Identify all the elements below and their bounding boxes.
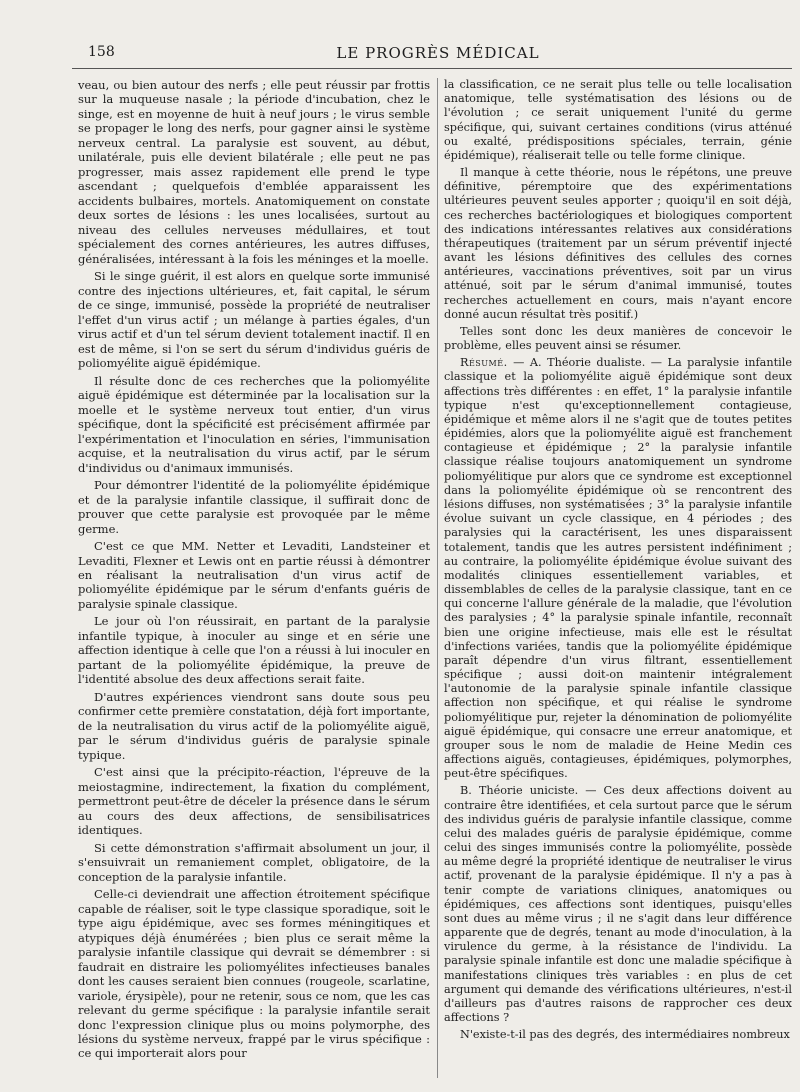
paragraph: Telles sont donc les deux manières de concevoir le problème, elles peuvent ainsi se résumer. <box>444 324 792 353</box>
column-divider <box>437 78 438 1078</box>
paragraph: Pour démontrer l'identité de la poliomyélite épidémique et de la paralysie infantile classique, il suffirait donc de prouver que cette paralysie est provoquée par le même germe. <box>78 478 430 536</box>
page-header <box>88 44 788 66</box>
summary-paragraph <box>444 356 792 781</box>
paragraph: D'autres expériences viendront sans doute sous peu confirmer cette première constatation, déjà fort importante, de la neutralisation du virus actif de la poliomyélite aiguë, par le sérum d'individus guéris de paralysie spinale typique. <box>78 689 430 762</box>
page-number: 158 <box>88 44 115 60</box>
paragraph: Le jour où l'on réussirait, en partant de la paralysie infantile typique, à inoculer au singe et en série une affection identique à celle que l'on a réussi à lui inoculer en partant de la poliomyélite épidémique, la preuve de l'identité absolue des deux affections serait faite. <box>78 614 430 687</box>
paragraph: Celle-ci deviendrait une affection étroitement spécifique capable de réaliser, soit le type classique sporadique, soit le type aigu épidémique, avec ses formes méningitiques et atypiques déjà énumérées ; bien plus ce serait même la paralysie infantile classique qui devrait se démembrer : si faudrait en distraire les poliomyélites infectieuses banales dont les causes seraient bien connues (rougeole, scarlatine, variole, érysipèle), pour ne retenir, sous ce nom, que les cas relevant du germe spécifique : la paralysie infantile serait donc l'expression clinique plus ou moins polymorphe, des lésions du système nerveux, frappé par le virus spécifique : ce qui importerait alors pour <box>78 887 430 1061</box>
paragraph: N'existe-t-il pas des degrés, des intermédiaires nombreux <box>460 1028 790 1042</box>
paragraph: Il manque à cette théorie, nous le répétons, une preuve définitive, péremptoire que des expérimentations ultérieures peuvent seules apporter ; quoiqu'il en soit déjà, ces recherches bactériologiques et biologiques comportent des indications intéressantes relatives aux considérations thérapeutiques (traitement par un sérum préventif injecté avant les lésions définitives des cellules des cornes antérieures, vaccinations préventives, soit par un virus atténué, soit par le sérum d'animal immunisé, toutes recherches actuellement en cours, mais n'ayant encore donné aucun résultat très positif.) <box>444 166 792 321</box>
paragraph: veau, ou bien autour des nerfs ; elle peut réussir par frottis sur la muqueuse nasale ; la période d'incubation, chez le singe, est en moyenne de huit à neuf jours ; le virus semble se propager le long des nerfs, pour gagner ainsi le système nerveux central. La paralysie est souvent, au début, unilatérale, puis elle devient bilatérale ; elle peut ne pas progresser, mais assez rapidement elle prend le type ascendant ; quelquefois d'emblée apparaissent les accidents bulbaires, mortels. Anatomiquement on constate deux sortes de lésions : les unes localisées, surtout au niveau des cellules nerveuses médullaires, et tout spécialement des cornes antérieures, les autres diffuses, généralisées, intéressant à la fois les méninges et la moelle. <box>78 78 430 266</box>
left-column <box>78 78 430 1064</box>
paragraph: Il résulte donc de ces recherches que la poliomyélite aiguë épidémique est déterminée par la localisation sur la moelle et le système nerveux tout entier, d'un virus spécifique, dont la spécificité est précisément affirmée par l'expérimentation et l'inoculation en séries, l'immunisation acquise, et la neutralisation du virus actif, par le sérum d'individus ou d'animaux immunisés. <box>78 373 430 475</box>
summary-label: Résumé. <box>460 356 508 370</box>
right-column <box>444 78 792 1046</box>
running-title: LE PROGRÈS MÉDICAL <box>336 44 540 62</box>
paragraph: B. Théorie uniciste. — Ces deux affections doivent au contraire être identifiées, et cela surtout parce que le sérum des individus guéris de paralysie infantile classique, comme celui des malades guéris de paralysie épidémique, comme celui des singes immunisés contre la poliomyélite, possède au même degré la propriété identique de neutraliser le virus actif, provenant de la paralysie épidémique. Il n'y a pas à tenir compte de variations cliniques, anatomiques ou épidémiques, ces affections sont identiques, puisqu'elles sont dues au même virus ; il ne s'agit dans leur différence apparente que de degrés, tenant au mode d'inoculation, à la virulence du germe, à la résistance de l'individu. La paralysie spinale infantile est donc une maladie spécifique à manifestations cliniques très variables : en plus de cet argument qui demande des vérifications ultérieures, n'est-il d'ailleurs pas d'autres raisons de rapprocher ces deux affections ? <box>444 784 792 1025</box>
summary-text: — A. Théorie dualiste. — La paralysie infantile classique et la poliomyélite aiguë épidémique sont deux affections très différentes : en effet, 1° la paralysie infantile typique n'est qu'exceptionnellement contagieuse, épidémique et même alors il ne s'agit que de toutes petites épidémies, alors que la poliomyélite aiguë est franchement contagieuse et épidémique ; 2° la paralysie infantile classique réalise toujours anatomiquement un syndrome poliomyélitique pur alors que ce syndrome est exceptionnel dans la poliomyélite épidémique où se rencontrent des lésions diffuses, non systématisées ; 3° la paralysie infantile évolue suivant un cycle classique, en 4 périodes ; des paralysies qui la caractérisent, les unes disparaissent totalement, tandis que les autres persistent indéfiniment ; au contraire, la poliomyélite épidémique évolue suivant des modalités cliniques essentiellement variables, et dissemblables de celles de la paralysie classique, tant en ce qui concerne l'allure générale de la maladie, que l'évolution des paralysies ; 4° la paralysie spinale infantile, reconnaît bien une origine infectieuse, mais elle est le résultat d'infections variées, tandis que la poliomyélite épidémique paraît dépendre d'un virus filtrant, essentiellement spécifique ; aussi doit-on maintenir intégralement l'autonomie de la paralysie spinale infantile classique affection non spécifique, et qui réalise le syndrome poliomyélitique pur, rejeter la dénomination de poliomyélite aiguë épidémique, qui consacre une erreur anatomique, et grouper sous le nom de maladie de Heine Medin ces affections aiguës, contagieuses, épidémiques, polymorphes, peut-être spécifiques. <box>444 356 792 781</box>
paragraph: C'est ce que MM. Netter et Levaditi, Landsteiner et Levaditi, Flexner et Lewis ont en partie réussi à démontrer en réalisant la neutralisation d'un virus actif de poliomyélite épidémique par le sérum d'enfants guéris de paralysie spinale classique. <box>78 539 430 611</box>
paragraph: Si le singe guérit, il est alors en quelque sorte immunisé contre des injections ultérieures, et, fait capital, le sérum de ce singe, immunisé, possède la propriété de neutraliser l'effet d'un virus actif ; un mélange à parties égales, d'un virus actif et d'un tel sérum devient totalement inactif. Il en est de même, si l'on se sert du sérum d'individus guéris de poliomyélite aiguë épidémique. <box>78 269 430 371</box>
header-rule <box>72 68 792 69</box>
paragraph: Si cette démonstration s'affirmait absolument un jour, il s'ensuivrait un remaniement complet, obligatoire, de la conception de la paralysie infantile. <box>78 840 430 884</box>
paragraph: C'est ainsi que la précipito-réaction, l'épreuve de la meiostagmine, indirectement, la fixation du complément, permettront peut-être de déceler la présence dans le sérum au cours des deux affections, de sensibilisatrices identiques. <box>78 765 430 838</box>
paragraph: la classification, ce ne serait plus telle ou telle localisation anatomique, telle systématisation des lésions ou de l'évolution ; ce serait uniquement l'unité du germe spécifique, qui, suivant certaines conditions (virus atténué ou exalté, prédispositions spéciales, terrain, génie épidémique), réaliserait telle ou telle forme clinique. <box>444 78 792 162</box>
